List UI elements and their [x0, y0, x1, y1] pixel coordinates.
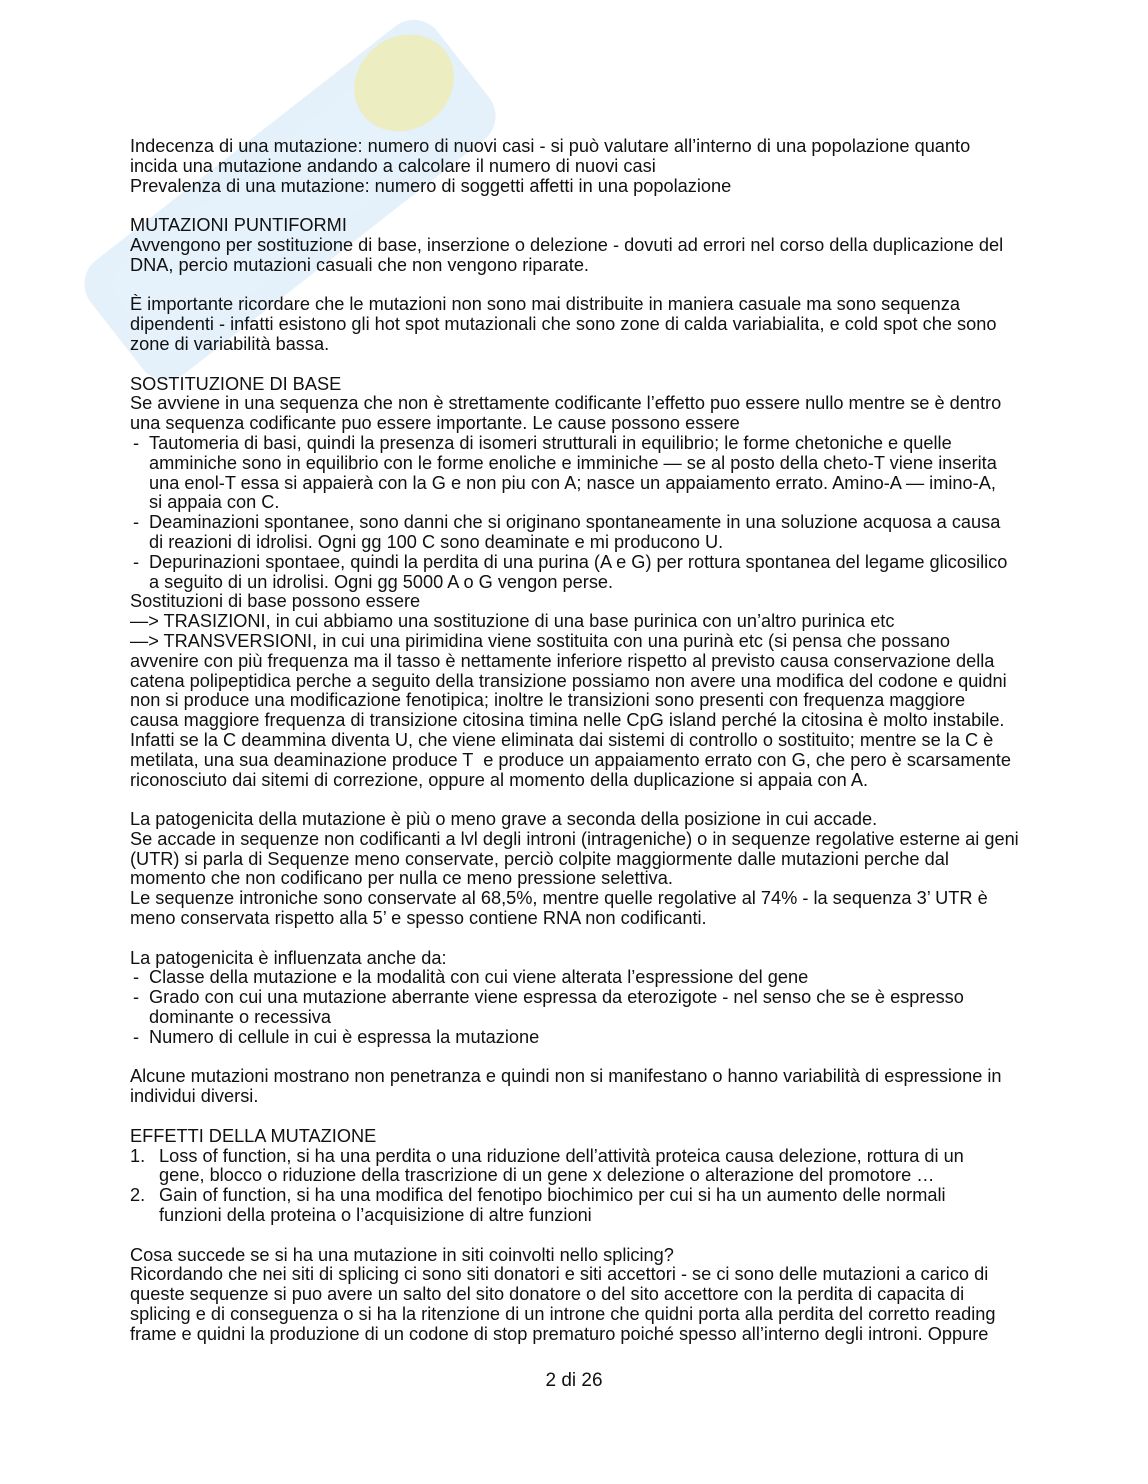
paragraph-line: Se accade in sequenze non codificanti a lvl degli introni (intrageniche) o in sequenze regolative esterne ai geni: [130, 828, 1019, 849]
list-item-line: Classe della mutazione e la modalità con cui viene alterata l’espressione del gene: [149, 967, 809, 988]
paragraph-line: queste sequenze si puo avere un salto del sito donatore o del sito accettore con la perdita di capacita di: [130, 1284, 965, 1305]
paragraph-spacer: [130, 1048, 1070, 1068]
list-marker: -: [133, 551, 140, 572]
paragraph-line: avvenire con più frequenza ma il tasso è nettamente inferiore rispetto al previsto causa conservazione della: [130, 650, 995, 671]
list-item: [130, 968, 1070, 988]
paragraph-line: Cosa succede se si ha una mutazione in siti coinvolti nello splicing?: [130, 1244, 674, 1265]
paragraph-line: Sostituzioni di base possono essere: [130, 591, 421, 612]
list-number: 1.: [130, 1145, 146, 1166]
paragraph-line: non si produce una modificazione fenotipica; inoltre le transizioni sono presenti con frequenza maggiore: [130, 690, 966, 711]
paragraph-spacer: [130, 929, 1070, 949]
distribuzione-section: [130, 295, 1070, 354]
list-item: [130, 553, 1070, 593]
list-item-text: [149, 513, 1070, 553]
list-item-line: Numero di cellule in cui è espressa la mutazione: [149, 1026, 540, 1047]
numbered-list-item: [130, 1147, 1070, 1187]
penetranza-section: [130, 1067, 1070, 1107]
list-item-text: [159, 1186, 1070, 1226]
section-heading: EFFETTI DELLA MUTAZIONE: [130, 1125, 377, 1146]
paragraph-line: Ricordando che nei siti di splicing ci sono siti donatori e siti accettori - se ci sono delle mutazioni a carico di: [130, 1264, 989, 1285]
section-heading: SOSTITUZIONE DI BASE: [130, 373, 342, 394]
paragraph-line: frame e quidni la produzione di un codone di stop prematuro poiché spesso all’interno degli introni. Oppure: [130, 1323, 989, 1344]
paragraph-line: Infatti se la C deammina diventa U, che viene eliminata dai sistemi di controllo o sostituito; mentre se la C è: [130, 729, 994, 750]
list-item-line: Grado con cui una mutazione aberrante viene espressa da eterozigote - nel senso che se è espresso: [149, 987, 964, 1008]
list-marker: -: [133, 512, 140, 533]
list-item-text: [149, 988, 1070, 1028]
paragraph-line: dipendenti - infatti esistono gli hot spot mutazionali che sono zone di calda variabialita, e cold spot che sono: [130, 314, 997, 335]
list-item-line: Gain of function, si ha una modifica del fenotipo biochimico per cui si ha un aumento delle normali: [159, 1185, 946, 1206]
list-item-line: a seguito di un idrolisi. Ogni gg 5000 A o G vengon perse.: [149, 571, 614, 592]
list-item: [130, 988, 1070, 1028]
influenze-section: [130, 949, 1070, 1048]
list-item-line: dominante o recessiva: [149, 1007, 331, 1028]
list-number: 2.: [130, 1185, 146, 1206]
paragraph-line: (UTR) si parla di Sequenze meno conservate, perciò colpite maggiormente dalle mutazioni perche dal: [130, 848, 949, 869]
list-marker: -: [133, 1026, 140, 1047]
paragraph-line: Le sequenze introniche sono conservate al 68,5%, mentre quelle regolative al 74% - la sequenza 3’ UTR è: [130, 888, 988, 909]
sostituzione-di-base-section: [130, 375, 1070, 791]
list-item-text: [159, 1147, 1070, 1187]
splicing-section: [130, 1246, 1070, 1345]
mutazioni-puntiformi-section: [130, 216, 1070, 275]
list-item: [130, 1028, 1070, 1048]
list-item-line: si appaia con C.: [149, 492, 280, 513]
list-item-line: di reazioni di idrolisi. Ogni gg 100 C sono deaminate e mi producono U.: [149, 531, 724, 552]
effetti-section: [130, 1127, 1070, 1226]
paragraph-line: Indecenza di una mutazione: numero di nuovi casi - si può valutare all’interno di una popolazione quanto: [130, 136, 971, 156]
paragraph-line: Prevalenza di una mutazione: numero di soggetti affetti in una popolazione: [130, 175, 732, 196]
paragraph-line: La patogenicita della mutazione è più o meno grave a seconda della posizione in cui accade.: [130, 809, 878, 830]
paragraph-line: La patogenicita è influenzata anche da:: [130, 947, 447, 968]
paragraph-line: individui diversi.: [130, 1086, 259, 1107]
paragraph-line: causa maggiore frequenza di transizione citosina timina nelle CpG island perché la citosina è molto instabile.: [130, 710, 1005, 731]
list-item-text: [149, 434, 1070, 513]
paragraph-line: DNA, percio mutazioni casuali che non vengono riparate.: [130, 254, 589, 275]
list-item-line: Depurinazioni spontaee, quindi la perdita di una purina (A e G) per rottura spontanea del legame glicosilico: [149, 551, 1008, 572]
list-item-line: Loss of function, si ha una perdita o una riduzione dell’attività proteica causa delezione, rottura di un: [159, 1145, 964, 1166]
paragraph-line: una sequenza codificante puo essere importante. Le cause possono essere: [130, 413, 740, 434]
paragraph-spacer: [130, 355, 1070, 375]
patogenicita-section: [130, 810, 1070, 929]
section-heading: MUTAZIONI PUNTIFORMI: [130, 215, 347, 236]
paragraph-line: Avvengono per sostituzione di base, inserzione o delezione - dovuti ad errori nel corso della duplicazione del: [130, 234, 1004, 255]
list-item-line: Deaminazioni spontanee, sono danni che si originano spontaneamente in una soluzione acquosa a causa: [149, 512, 1001, 533]
paragraph-line: —> TRANSVERSIONI, in cui una pirimidina viene sostituita con una purinà etc (si pensa che possano: [130, 630, 951, 651]
page-number: 2 di 26: [545, 1370, 603, 1391]
paragraph-line: meno conservata rispetto alla 5’ e spesso contiene RNA non codificanti.: [130, 908, 707, 929]
paragraph-line: splicing e di conseguenza o si ha la ritenzione di un introne che quidni porta alla perdita del corretto reading: [130, 1304, 996, 1325]
paragraph-line: —> TRASIZIONI, in cui abbiamo una sostituzione di una base purinica con un’altro purinica etc: [130, 611, 895, 632]
list-marker: -: [133, 987, 140, 1008]
list-item: [130, 513, 1070, 553]
document-body: [130, 137, 1070, 1345]
list-item-text: [149, 553, 1070, 593]
paragraph-line: Alcune mutazioni mostrano non penetranza e quindi non si manifestano o hanno variabilità di espressione in: [130, 1066, 1002, 1087]
paragraph-spacer: [130, 1107, 1070, 1127]
list-item-line: funzioni della proteina o l’acquisizione di altre funzioni: [159, 1205, 592, 1226]
numbered-list-item: [130, 1186, 1070, 1226]
list-item-line: gene, blocco o riduzione della trascrizione di un gene x delezione o alterazione del promotore …: [159, 1165, 935, 1186]
paragraph-line: zone di variabilità bassa.: [130, 333, 330, 354]
paragraph-line: riconosciuto dai sitemi di correzione, oppure al momento della duplicazione si appaia con A.: [130, 769, 869, 790]
list-item-line: Tautomeria di basi, quindi la presenza di isomeri strutturali in equilibrio; le forme chetoniche e quelle: [149, 432, 952, 453]
paragraph-line: metilata, una sua deaminazione produce T e produce un appaiamento errato con G, che pero è scarsamente: [130, 749, 1011, 770]
list-item-line: amminiche sono in equilibrio con le forme enoliche e imminiche — se al posto della cheto-T viene inserita: [149, 452, 997, 473]
paragraph-line: È importante ricordare che le mutazioni non sono mai distribuite in maniera casuale ma sono sequenza: [130, 294, 961, 315]
paragraph-line: catena polipeptidica perche a seguito della transizione possiamo non avere una modifica del codone e quidni: [130, 670, 1007, 691]
paragraph-line: momento che non codificano per nulla ce meno pressione selettiva.: [130, 868, 673, 889]
paragraph-spacer: [130, 196, 1070, 216]
list-item-line: una enol-T essa si appaierà con la G e non piu con A; nasce un appaiamento errato. Amino-A — imino-A,: [149, 472, 996, 493]
list-item: [130, 434, 1070, 513]
list-marker: -: [133, 432, 140, 453]
list-marker: -: [133, 967, 140, 988]
list-item-text: [149, 1028, 1070, 1048]
paragraph-spacer: [130, 1226, 1070, 1246]
paragraph-spacer: [130, 790, 1070, 810]
paragraph-line: Se avviene in una sequenza che non è strettamente codificante l’effetto puo essere nullo mentre se è dentro: [130, 393, 1002, 414]
intro-section: [130, 137, 1070, 196]
list-item-text: [149, 968, 1070, 988]
paragraph-spacer: [130, 276, 1070, 296]
paragraph-line: incida una mutazione andando a calcolare il numero di nuovi casi: [130, 155, 656, 176]
